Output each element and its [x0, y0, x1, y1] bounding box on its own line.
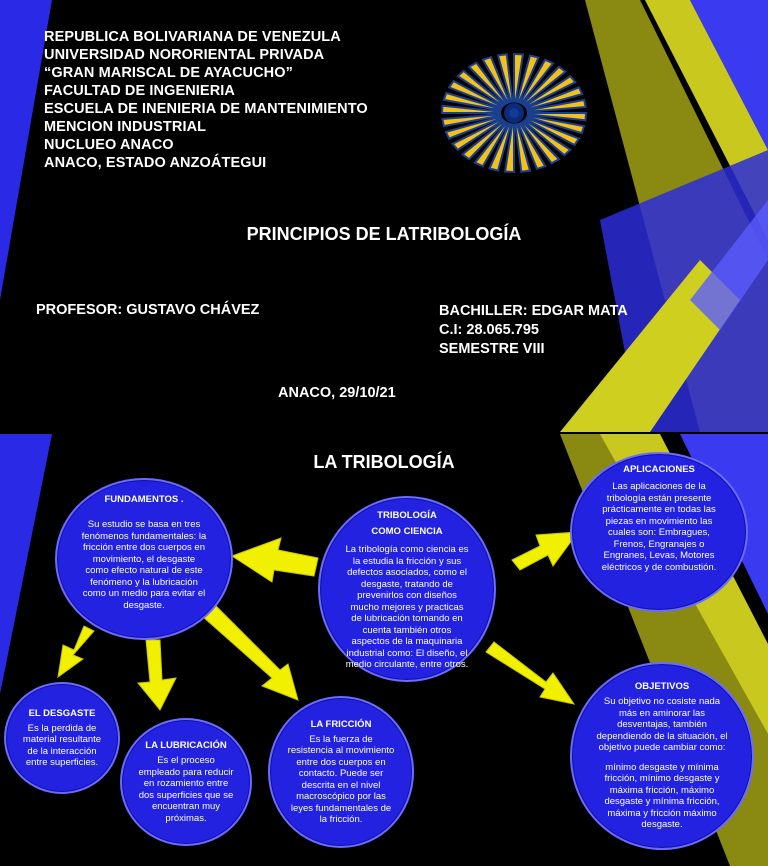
- institution-line: ESCUELA DE INENIERIA DE MANTENIMIENTO: [44, 101, 368, 117]
- node-title: OBJETIVOS: [634, 681, 690, 693]
- node-body: Las aplicaciones de la tribología están presente prácticamente en todas las piezas en movimiento las cuales son: Embragues, Frenos, Engranajes o Engranes, Levas, Motores eléctricos y de combustión.: [601, 481, 717, 573]
- node-body: Es la perdida de material resultante de la interacción entre superficies.: [22, 722, 102, 768]
- institution-line: “GRAN MARISCAL DE AYACUCHO”: [44, 65, 293, 81]
- arrow-fundamentos-to-friccion: [202, 604, 298, 700]
- university-logo: [428, 38, 600, 188]
- institution-line: NUCLUEO ANACO: [44, 137, 174, 153]
- mindmap-title-text: LA TRIBOLOGÍA: [313, 452, 455, 472]
- node-body-secondary: mínimo desgaste y mínima fricción, mínimo desgaste y máxima fricción, máximo desgaste y mínima fricción, máxima y fricción máximo desgaste.: [604, 761, 720, 831]
- node-center: [318, 496, 496, 682]
- node-desgaste: [4, 682, 120, 794]
- arrow-center-to-aplicaciones: [512, 532, 578, 570]
- node-title: LA FRICCIÓN: [310, 718, 372, 730]
- node-body: Es el proceso empleado para reducir en rozamiento entre dos superficies que se encuentran muy próximas.: [138, 755, 234, 824]
- node-objetivos: [570, 662, 754, 850]
- professor-name: PROFESOR: GUSTAVO CHÁVEZ: [36, 302, 260, 318]
- node-body: La tribología como ciencia es la estudia la fricción y sus defectos asociados, como el desgaste, tratando de prevenirlos con diseños mucho mejores y practicas de lubricación tomando en cuenta también otros aspectos de la maquinaria industrial como: El diseño, el medio circulante, entre otros.: [345, 544, 469, 670]
- institution-line: ANACO, ESTADO ANZOÁTEGUI: [44, 155, 267, 171]
- left-blue-band: [0, 434, 52, 694]
- node-title: EL DESGASTE: [28, 707, 96, 719]
- institution-line: MENCION INDUSTRIAL: [44, 119, 207, 135]
- presentation-title: PRINCIPIOS DE LATRIBOLOGÍA: [246, 224, 522, 244]
- institution-line: UNIVERSIDAD NORORIENTAL PRIVADA: [44, 47, 325, 63]
- slide-mindmap: [0, 434, 768, 866]
- node-fundamentos: [55, 478, 233, 640]
- arrow-center-to-fundamentos: [232, 538, 318, 582]
- student-name: BACHILLER: EDGAR MATA: [439, 303, 628, 319]
- node-title: APLICACIONES: [623, 464, 695, 475]
- student-info: [439, 302, 628, 359]
- institution-line: REPUBLICA BOLIVARIANA DE VENEZULA: [44, 29, 341, 45]
- node-title: FUNDAMENTOS .: [104, 494, 184, 505]
- node-lubricacion: [120, 718, 252, 846]
- node-body: Es la fuerza de resistencia al movimiento entre dos cuerpos en contacto. Puede ser descrita en el nivel macroscópico por las leyes fundamentales de la fricción.: [287, 733, 395, 825]
- slide-title: [0, 0, 768, 432]
- arrow-center-to-objetivos: [486, 642, 574, 704]
- institution-line: FACULTAD DE INGENIERIA: [44, 83, 235, 99]
- presentation-date: ANACO, 29/10/21: [278, 385, 396, 401]
- student-semester: SEMESTRE VIII: [439, 341, 545, 357]
- arrow-fundamentos-to-desgaste: [58, 626, 94, 677]
- node-friccion: [268, 696, 414, 848]
- node-title: TRIBOLOGÍA COMO CIENCIA: [371, 510, 443, 537]
- node-title: LA LUBRICACIÓN: [145, 740, 227, 751]
- node-body: Su estudio se basa en tres fenómenos fundamentales: la fricción entre dos cuerpos en movimiento, el desgaste como efecto natural de este fenómeno y la lubricación como un medio para evitar el desgaste.: [81, 519, 207, 611]
- node-body: Su objetivo no cosiste nada más en aminorar las desventajas, también dependiendo de la situación, el objetivo puede cambiar como:: [596, 696, 728, 754]
- arrow-fundamentos-to-lubricacion: [138, 640, 176, 710]
- node-aplicaciones: [570, 452, 748, 612]
- student-ci: C.I: 28.065.795: [439, 322, 539, 338]
- institution-header: [44, 28, 368, 172]
